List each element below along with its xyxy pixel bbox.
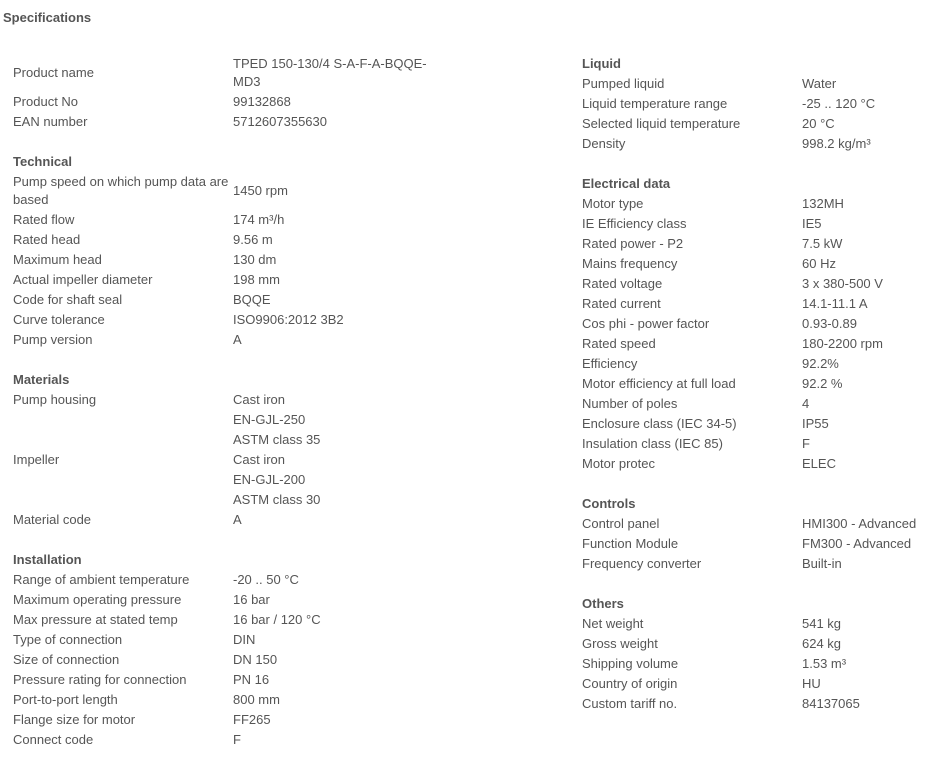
spec-value: 174 m³/h	[233, 212, 285, 227]
spec-row-max-pressure-stated-temp	[13, 610, 463, 630]
general-section	[13, 54, 463, 132]
spec-row-ie-efficiency-class	[582, 214, 932, 234]
spec-value: 99132868	[233, 94, 291, 109]
spec-value: Built-in	[802, 556, 842, 571]
spec-row-motor-type	[582, 194, 932, 214]
spec-label: Liquid temperature range	[582, 96, 728, 111]
spec-label: Rated voltage	[582, 276, 663, 291]
spec-label: Insulation class (IEC 85)	[582, 436, 723, 451]
spec-value: 624 kg	[802, 636, 842, 651]
spec-label: Pump housing	[13, 392, 97, 407]
spec-label: Pump speed on which pump data are based	[13, 174, 229, 207]
spec-value: 9.56 m	[233, 232, 273, 247]
others-section	[582, 594, 932, 714]
spec-label: Product name	[13, 65, 94, 80]
spec-label: Cos phi - power factor	[582, 316, 710, 331]
spec-row-port-to-port-length	[13, 690, 463, 710]
spec-value: IP55	[802, 416, 829, 431]
spec-value: 7.5 kW	[802, 236, 843, 251]
spec-label: Product No	[13, 94, 79, 109]
spec-value: DIN	[233, 632, 256, 647]
spec-row-efficiency	[582, 354, 932, 374]
spec-value: 16 bar / 120 °C	[233, 612, 321, 627]
spec-value: 198 mm	[233, 272, 280, 287]
spec-value: 60 Hz	[802, 256, 836, 271]
spec-row-product-no	[13, 92, 463, 112]
spec-row-function-module	[582, 534, 932, 554]
spec-label: Flange size for motor	[13, 712, 136, 727]
spec-row-control-panel	[582, 514, 932, 534]
spec-value-line: ASTM class 35	[233, 432, 321, 447]
spec-label: Maximum head	[13, 252, 102, 267]
spec-label: Pumped liquid	[582, 76, 665, 91]
spec-row-rated-power	[582, 234, 932, 254]
spec-row-type-of-connection	[13, 630, 463, 650]
spec-row-max-operating-pressure	[13, 590, 463, 610]
spec-row-net-weight	[582, 614, 932, 634]
spec-row-country-of-origin	[582, 674, 932, 694]
spec-value: 180-2200 rpm	[802, 336, 883, 351]
spec-value: A	[233, 332, 242, 347]
spec-row-insulation-class	[582, 434, 932, 454]
spec-label: Maximum operating pressure	[13, 592, 182, 607]
spec-row-rated-head	[13, 230, 463, 250]
spec-label: Actual impeller diameter	[13, 272, 153, 287]
spec-value: Water	[802, 76, 837, 91]
spec-value: FM300 - Advanced	[802, 536, 912, 551]
spec-value: 800 mm	[233, 692, 280, 707]
spec-label: Gross weight	[582, 636, 658, 651]
spec-row-rated-current	[582, 294, 932, 314]
spec-label: Control panel	[582, 516, 660, 531]
spec-row-enclosure-class	[582, 414, 932, 434]
installation-section	[13, 550, 463, 750]
spec-row-impeller-diameter	[13, 270, 463, 290]
spec-label: Mains frequency	[582, 256, 678, 271]
spec-value: 92.2%	[802, 356, 839, 371]
spec-row-maximum-head	[13, 250, 463, 270]
spec-value: IE5	[802, 216, 822, 231]
specs-left-column	[13, 54, 463, 770]
spec-label: EAN number	[13, 114, 88, 129]
spec-row-product-name	[13, 54, 463, 92]
spec-label: Density	[582, 136, 626, 151]
spec-value: F	[233, 732, 241, 747]
spec-label: Net weight	[582, 616, 644, 631]
spec-label: Impeller	[13, 452, 60, 467]
spec-value: HMI300 - Advanced	[802, 516, 917, 531]
spec-label: Motor protec	[582, 456, 655, 471]
spec-value: 4	[802, 396, 810, 411]
section-title-liquid: Liquid	[582, 56, 621, 71]
spec-row-rated-flow	[13, 210, 463, 230]
spec-value: 132MH	[802, 196, 844, 211]
spec-value-line: Cast iron	[233, 392, 286, 407]
spec-row-pressure-rating	[13, 670, 463, 690]
spec-value: 0.93-0.89	[802, 316, 857, 331]
spec-label: Frequency converter	[582, 556, 702, 571]
spec-row-material-code	[13, 510, 463, 530]
spec-row-gross-weight	[582, 634, 932, 654]
spec-label: Size of connection	[13, 652, 120, 667]
spec-value-line: EN-GJL-250	[233, 412, 306, 427]
spec-row-ambient-temperature	[13, 570, 463, 590]
spec-row-pump-housing	[13, 390, 463, 450]
spec-row-ean-number	[13, 112, 463, 132]
page-title: Specifications	[3, 10, 92, 25]
spec-value: BQQE	[233, 292, 271, 307]
spec-row-connect-code	[13, 730, 463, 750]
spec-label: Rated speed	[582, 336, 656, 351]
technical-section	[13, 152, 463, 350]
spec-row-liquid-temperature-range	[582, 94, 932, 114]
spec-label: Enclosure class (IEC 34-5)	[582, 416, 737, 431]
spec-value: -25 .. 120 °C	[802, 96, 876, 111]
section-title-materials: Materials	[13, 372, 70, 387]
spec-label: Custom tariff no.	[582, 696, 678, 711]
spec-label: Motor efficiency at full load	[582, 376, 736, 391]
spec-value: 1450 rpm	[233, 183, 288, 198]
section-title-electrical: Electrical data	[582, 176, 671, 191]
spec-label: Code for shaft seal	[13, 292, 123, 307]
spec-label: Pressure rating for connection	[13, 672, 187, 687]
spec-label: IE Efficiency class	[582, 216, 687, 231]
spec-label: Curve tolerance	[13, 312, 105, 327]
spec-row-impeller	[13, 450, 463, 510]
spec-value	[233, 450, 463, 510]
spec-row-curve-tolerance	[13, 310, 463, 330]
section-title-controls: Controls	[582, 496, 636, 511]
electrical-section	[582, 174, 932, 474]
spec-value: A	[233, 512, 242, 527]
spec-row-flange-size	[13, 710, 463, 730]
spec-value: 1.53 m³	[802, 656, 847, 671]
spec-value: 3 x 380-500 V	[802, 276, 883, 291]
spec-value: ISO9906:2012 3B2	[233, 312, 344, 327]
spec-label: Port-to-port length	[13, 692, 118, 707]
section-title-installation: Installation	[13, 552, 82, 567]
controls-section	[582, 494, 932, 574]
spec-row-custom-tariff	[582, 694, 932, 714]
spec-label: Function Module	[582, 536, 679, 551]
spec-value-line: EN-GJL-200	[233, 472, 306, 487]
spec-row-pumped-liquid	[582, 74, 932, 94]
spec-value: 16 bar	[233, 592, 270, 607]
spec-label: Type of connection	[13, 632, 123, 647]
spec-value: 541 kg	[802, 616, 842, 631]
section-title-technical: Technical	[13, 154, 73, 169]
spec-value: TPED 150-130/4 S-A-F-A-BQQE-MD3	[233, 56, 427, 89]
spec-label: Connect code	[13, 732, 94, 747]
spec-row-number-of-poles	[582, 394, 932, 414]
spec-row-density	[582, 134, 932, 154]
spec-label: Country of origin	[582, 676, 678, 691]
spec-row-mains-frequency	[582, 254, 932, 274]
spec-row-pump-version	[13, 330, 463, 350]
spec-label: Range of ambient temperature	[13, 572, 190, 587]
spec-row-frequency-converter	[582, 554, 932, 574]
spec-row-pump-speed	[13, 172, 463, 210]
spec-value: 130 dm	[233, 252, 277, 267]
materials-section	[13, 370, 463, 530]
spec-label: Rated flow	[13, 212, 75, 227]
spec-label: Selected liquid temperature	[582, 116, 741, 131]
spec-label: Number of poles	[582, 396, 678, 411]
specs-right-column	[582, 54, 932, 734]
spec-label: Shipping volume	[582, 656, 679, 671]
spec-label: Rated current	[582, 296, 661, 311]
spec-label: Pump version	[13, 332, 93, 347]
spec-label: Rated head	[13, 232, 81, 247]
spec-row-cos-phi	[582, 314, 932, 334]
spec-value: PN 16	[233, 672, 270, 687]
spec-value: HU	[802, 676, 821, 691]
spec-value-line: Cast iron	[233, 452, 286, 467]
spec-row-rated-speed	[582, 334, 932, 354]
spec-row-shipping-volume	[582, 654, 932, 674]
spec-label: Motor type	[582, 196, 644, 211]
spec-value: F	[802, 436, 810, 451]
spec-label: Rated power - P2	[582, 236, 684, 251]
spec-row-motor-protec	[582, 454, 932, 474]
spec-value	[233, 390, 463, 450]
spec-row-motor-efficiency-full-load	[582, 374, 932, 394]
spec-value: 14.1-11.1 A	[802, 296, 868, 311]
spec-label: Material code	[13, 512, 92, 527]
spec-value: 92.2 %	[802, 376, 843, 391]
spec-row-rated-voltage	[582, 274, 932, 294]
spec-row-shaft-seal	[13, 290, 463, 310]
spec-value: FF265	[233, 712, 271, 727]
section-title-others: Others	[582, 596, 624, 611]
spec-value-line: ASTM class 30	[233, 492, 321, 507]
spec-value: 20 °C	[802, 116, 835, 131]
spec-value: 84137065	[802, 696, 860, 711]
spec-label: Efficiency	[582, 356, 638, 371]
liquid-section	[582, 54, 932, 154]
spec-row-selected-liquid-temperature	[582, 114, 932, 134]
spec-row-size-of-connection	[13, 650, 463, 670]
spec-value: 5712607355630	[233, 114, 327, 129]
spec-label: Max pressure at stated temp	[13, 612, 178, 627]
spec-value: ELEC	[802, 456, 836, 471]
spec-value: 998.2 kg/m³	[802, 136, 871, 151]
spec-value: DN 150	[233, 652, 278, 667]
spec-value: -20 .. 50 °C	[233, 572, 299, 587]
